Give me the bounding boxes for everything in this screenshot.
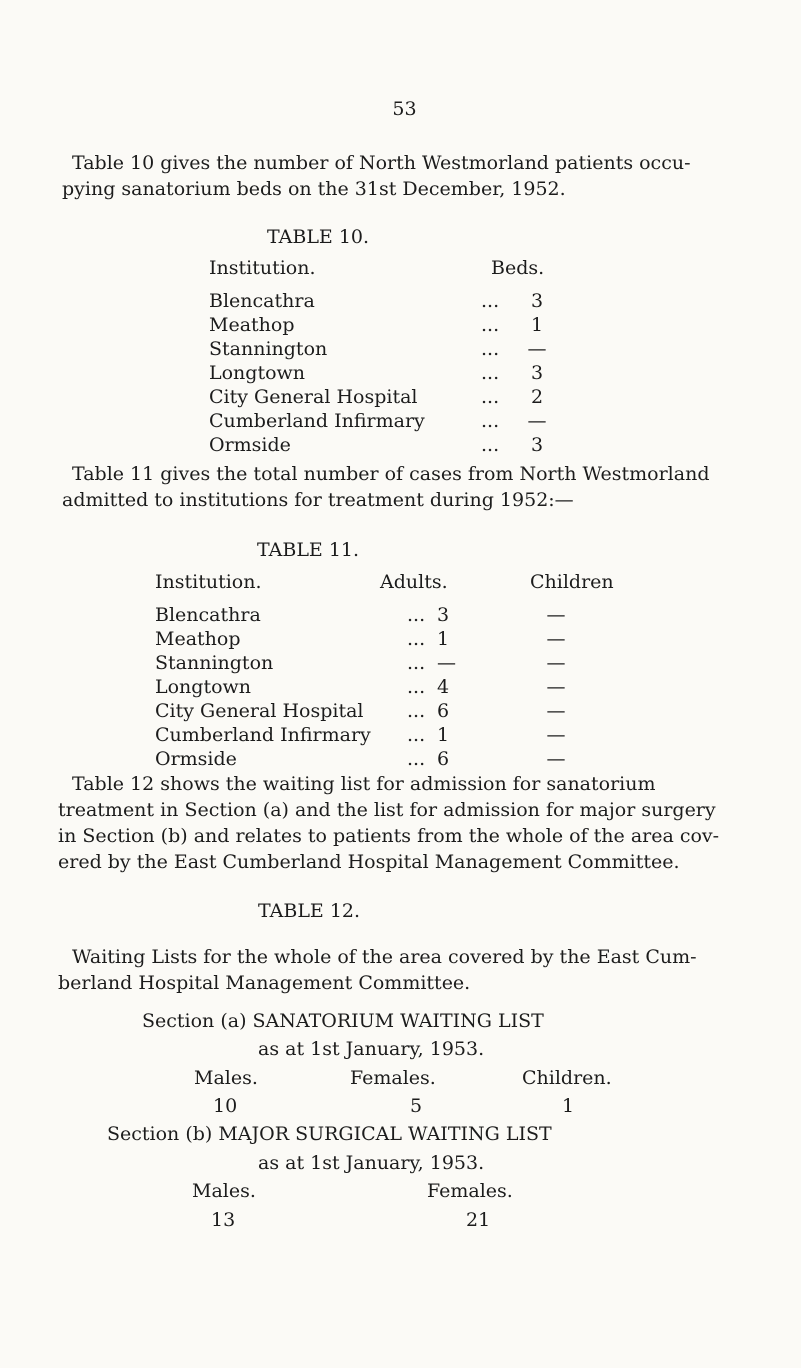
children-value: — (546, 700, 566, 722)
adults-value: 6 (437, 748, 450, 770)
institution-name: City General Hospital (209, 386, 418, 408)
subtitle-line: berland Hospital Management Committee. (58, 972, 471, 994)
paragraph-line: treatment in Section (a) and the list for admission for major surgery (58, 799, 716, 821)
children-value: — (546, 604, 566, 626)
institution-name: Ormside (155, 748, 237, 770)
paragraph-line: ered by the East Cumberland Hospital Management Committee. (58, 851, 680, 873)
children-value: — (546, 724, 566, 746)
table-row (155, 675, 635, 699)
children-value: — (546, 628, 566, 650)
section-a-males-label: Males. (194, 1067, 258, 1089)
adults-value: — (437, 652, 456, 674)
adults-value: 4 (437, 676, 450, 698)
leader-dots: ... (481, 410, 500, 432)
leader-dots: ... (407, 652, 426, 674)
institution-name: Blencathra (209, 290, 315, 312)
section-a-date: as at 1st January, 1953. (258, 1038, 485, 1060)
table-row (209, 361, 553, 385)
section-a-heading: Section (a) SANATORIUM WAITING LIST (142, 1010, 544, 1032)
institution-name: Meathop (155, 628, 241, 650)
leader-dots: ... (481, 290, 500, 312)
paragraph-line: Table 10 gives the number of North Westmorland patients occu- (72, 152, 691, 174)
beds-value: 1 (530, 314, 544, 336)
adults-value: 3 (437, 604, 450, 626)
institution-name: Meathop (209, 314, 295, 336)
children-value: — (546, 652, 566, 674)
intro-table-12 (58, 771, 719, 875)
leader-dots: ... (481, 386, 500, 408)
section-b-date: as at 1st January, 1953. (258, 1152, 485, 1174)
leader-dots: ... (407, 604, 426, 626)
section-b-females-label: Females. (427, 1180, 513, 1202)
section-a-children-value: 1 (562, 1095, 575, 1117)
section-b-females-value: 21 (466, 1209, 491, 1231)
table-row (155, 603, 635, 627)
page-number: 53 (392, 98, 417, 120)
leader-dots: ... (407, 700, 426, 722)
adults-value: 1 (437, 724, 450, 746)
adults-value: 6 (437, 700, 450, 722)
paragraph-line: admitted to institutions for treatment during 1952:— (62, 489, 574, 511)
table-row (155, 627, 635, 651)
beds-value: — (527, 338, 547, 360)
institution-name: Blencathra (155, 604, 261, 626)
table-11-header-institution: Institution. (155, 571, 262, 593)
leader-dots: ... (481, 434, 500, 456)
leader-dots: ... (407, 676, 426, 698)
subtitle-line: Waiting Lists for the whole of the area covered by the East Cum- (72, 946, 697, 968)
leader-dots: ... (407, 748, 426, 770)
table-11-body (155, 603, 635, 771)
table-row (209, 289, 553, 313)
table-11-title: TABLE 11. (257, 539, 360, 561)
section-b-males-label: Males. (192, 1180, 256, 1202)
beds-value: 3 (530, 290, 544, 312)
section-b-heading: Section (b) MAJOR SURGICAL WAITING LIST (107, 1123, 552, 1145)
paragraph-line: Table 12 shows the waiting list for admission for sanatorium (72, 773, 656, 795)
institution-name: Longtown (209, 362, 306, 384)
section-a-children-label: Children. (522, 1067, 612, 1089)
institution-name: Stannington (209, 338, 328, 360)
table-row (209, 385, 553, 409)
table-row (155, 723, 635, 747)
section-a-females-value: 5 (410, 1095, 423, 1117)
table-row (155, 651, 635, 675)
institution-name: Longtown (155, 676, 252, 698)
paragraph-line: pying sanatorium beds on the 31st December, 1952. (62, 178, 566, 200)
adults-value: 1 (437, 628, 450, 650)
section-a-males-value: 10 (213, 1095, 238, 1117)
table-12-subtitle (58, 944, 697, 996)
section-b-males-value: 13 (211, 1209, 236, 1231)
leader-dots: ... (407, 628, 426, 650)
beds-value: 2 (530, 386, 544, 408)
table-11-header-adults: Adults. (380, 571, 448, 593)
leader-dots: ... (481, 338, 500, 360)
children-value: — (546, 748, 566, 770)
children-value: — (546, 676, 566, 698)
institution-name: Cumberland Infirmary (209, 410, 425, 432)
table-row (209, 337, 553, 361)
table-row (209, 433, 553, 457)
leader-dots: ... (481, 362, 500, 384)
institution-name: Stannington (155, 652, 274, 674)
table-row (209, 313, 553, 337)
table-10-header-beds: Beds. (491, 257, 545, 279)
leader-dots: ... (481, 314, 500, 336)
institution-name: City General Hospital (155, 700, 364, 722)
beds-value: — (527, 410, 547, 432)
table-10-header-institution: Institution. (209, 257, 316, 279)
institution-name: Cumberland Infirmary (155, 724, 371, 746)
beds-value: 3 (530, 434, 544, 456)
paragraph-line: in Section (b) and relates to patients from the whole of the area cov- (58, 825, 720, 847)
intro-table-10 (62, 150, 691, 202)
table-10-title: TABLE 10. (267, 226, 370, 248)
table-row (155, 747, 635, 771)
table-row (209, 409, 553, 433)
table-row (155, 699, 635, 723)
table-11-header-children: Children (530, 571, 614, 593)
table-12-title: TABLE 12. (258, 900, 361, 922)
table-10-body (209, 289, 553, 457)
beds-value: 3 (530, 362, 544, 384)
leader-dots: ... (407, 724, 426, 746)
intro-table-11 (62, 461, 709, 513)
section-a-females-label: Females. (350, 1067, 436, 1089)
institution-name: Ormside (209, 434, 291, 456)
paragraph-line: Table 11 gives the total number of cases from North Westmorland (72, 463, 710, 485)
